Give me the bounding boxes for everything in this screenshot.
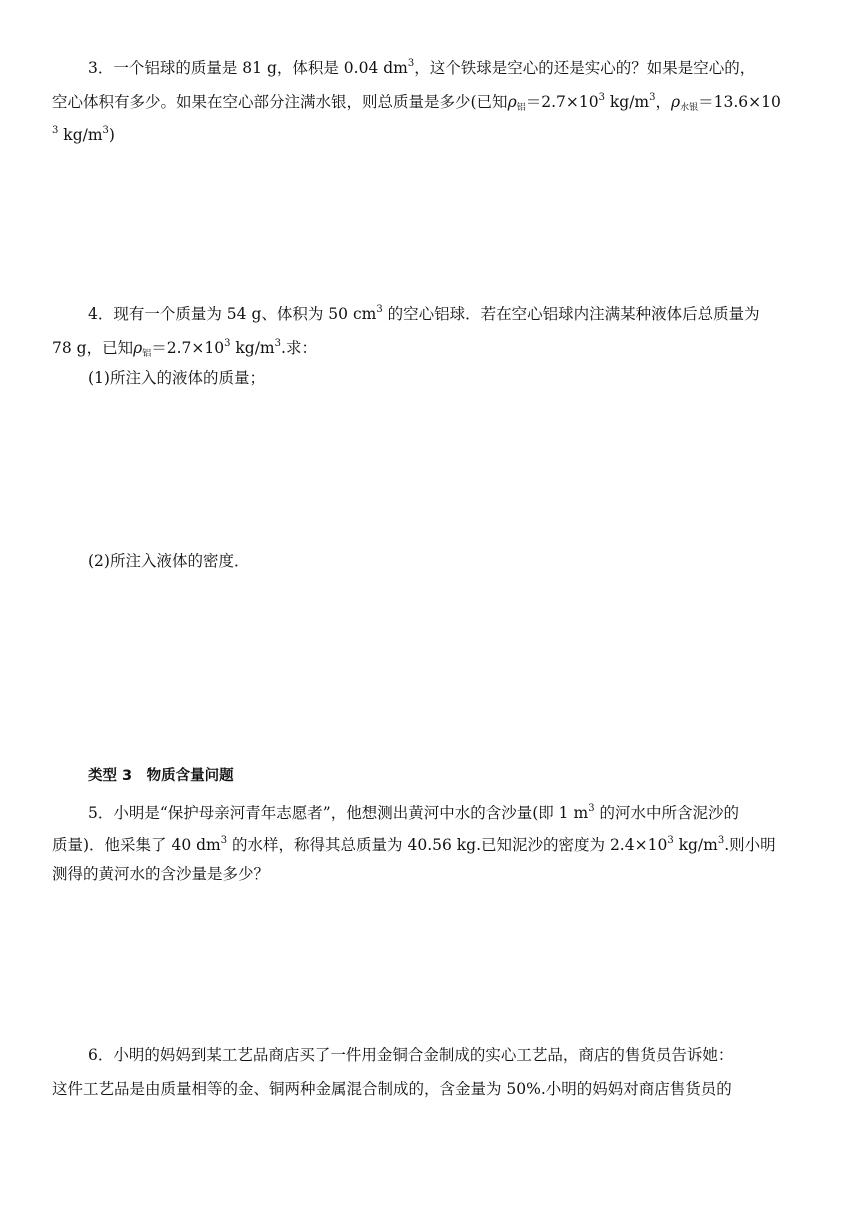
q4-line-1: 4．现有一个质量为 54 g、体积为 50 $cm^3$ 的空心铝球．若在空心铝球内注满某种液体后总质量为 (88, 304, 760, 323)
q4-line-2: 78 g，已知$\rho_铝=2.7\times 10^3$ $kg/m^3$.求： (52, 338, 317, 359)
q6-line-1: 6．小明的妈妈到某工艺品商店买了一件用金铜合金制成的实心工艺品，商店的售货员告诉她： (88, 1046, 734, 1064)
q5-line-2: 质量)．他采集了 40 $dm^3$ 的水样，称得其总质量为 40.56 kg.已知泥沙的密度为 $2.4\times 10^3$ $kg/m^3$.则小明 (52, 835, 776, 854)
q4-part-2: (2)所注入液体的密度． (88, 552, 250, 570)
q6-line-2: 这件工艺品是由质量相等的金、铜两种金属混合制成的，含金量为 50%.小明的妈妈对商店售货员的 (52, 1080, 732, 1098)
q3-line-1: 3．一个铝球的质量是 81 g，体积是 0.04 $dm^3$，这个铁球是空心的还是实心的？如果是空心的， (88, 58, 756, 77)
q3-line-2: 空心体积有多少。如果在空心部分注满水银，则总质量是多少(已知$\rho_铝=2.7\times 10^3$ $kg/m^3$，$\rho_{水银}=13.6\times 10$ (52, 92, 781, 113)
q4-part-1: (1)所注入的液体的质量； (88, 369, 265, 387)
section-heading: 类型 3 物质含量问题 (88, 768, 234, 784)
q5-line-1: 5．小明是“保护母亲河青年志愿者”，他想测出黄河中水的含沙量(即 1 $m^3$ 的河水中所含泥沙的 (88, 803, 739, 822)
q3-line-3: $^3$ $kg/m^3$) (52, 125, 115, 144)
q5-line-3: 测得的黄河水的含沙量是多少？ (52, 865, 270, 883)
